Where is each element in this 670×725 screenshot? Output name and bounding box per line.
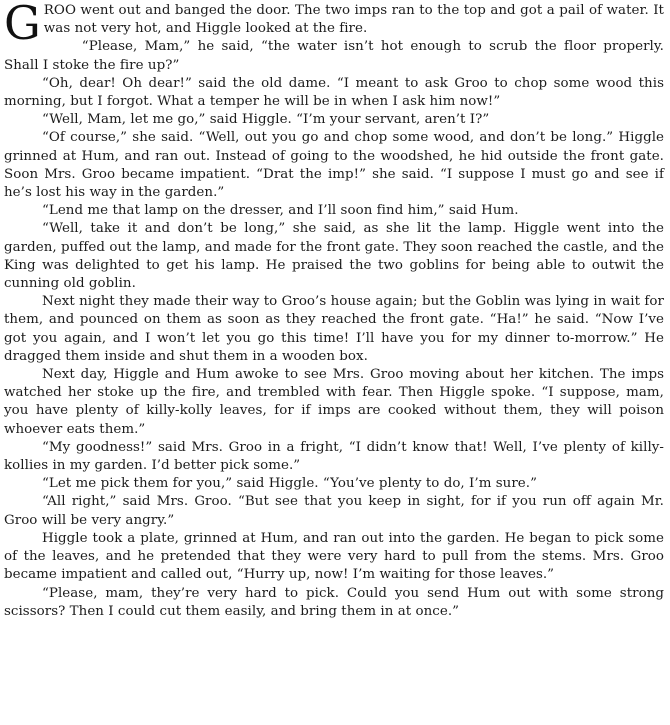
paragraph: “Please, mam, they’re very hard to pick. Could you send Hum out with some strong scissors? Then I could cut them easily, and bring them in at once.” (4, 585, 664, 619)
story-text-column (4, 2, 664, 621)
paragraph: Next day, Higgle and Hum awoke to see Mrs. Groo moving about her kitchen. The imps watched her stoke up the fire, and trembled with fear. Then Higgle spoke. “I suppose, mam, you have plenty of killy-kolly leaves, for if imps are cooked without them, they will poison whoever eats them.” (4, 367, 664, 437)
paragraph: “Oh, dear! Oh dear!” said the old dame. “I meant to ask Groo to chop some wood this morning, but I forgot. What a temper he will be in when I ask him now!” (4, 75, 664, 110)
paragraph-opening (4, 0, 664, 50)
paragraph: “All right,” said Mrs. Groo. “But see that you keep in sight, for if you run off again Mr. Groo will be very angry.” (4, 494, 664, 528)
paragraph: “Well, Mam, let me go,” said Higgle. “I’m your servant, aren’t I?” (42, 112, 490, 128)
paragraph: “Well, take it and don’t be long,” she said, as she lit the lamp. Higgle went into the garden, puffed out the lamp, and made for the front gate. They soon reached the castle, and the King was delighted to get his lamp. He praised the two goblins for being able to outwit the cunning old goblin. (4, 221, 664, 292)
paragraph-text: ROO went out and banged the door. The two imps ran to the top and got a pail of water. It was not very hot, and Higgle looked at the fire. (43, 3, 664, 37)
drop-cap-letter: G (4, 0, 41, 50)
paragraph: “Lend me that lamp on the dresser, and I’ll soon find him,” said Hum. (42, 203, 519, 219)
paragraph: Higgle took a plate, grinned at Hum, and ran out into the garden. He began to pick some of the leaves, and he pretended that they were very hard to pull from the stems. Mrs. Groo became impatient and called out, “Hurry up, now! I’m waiting for those leaves.” (4, 530, 664, 583)
paragraph: “Of course,” she said. “Well, out you go and chop some wood, and don’t be long.” Higgle grinned at Hum, and ran out. Instead of going to the woodshed, he hid outside the front gate. Soon Mrs. Groo became impatient. “Drat the imp!” she said. “I suppose I must go and see if he’s lost his way in the garden.” (4, 130, 664, 201)
paragraph: Next night they made their way to Groo’s house again; but the Goblin was lying in wait for them, and pounced on them as soon as they reached the front gate. “Ha!” he said. “Now I’ve got you again, and I won’t let you go this time! I’ll have you for my dinner to-morrow.” He dragged them inside and shut them in a wooden box. (4, 294, 664, 364)
paragraph: “Please, Mam,” he said, “the water isn’t hot enough to scrub the floor properly. Shall I stoke the fire up?” (4, 39, 664, 73)
paragraph: “Let me pick them for you,” said Higgle. “You’ve plenty to do, I’m sure.” (42, 476, 537, 492)
paragraph: “My goodness!” said Mrs. Groo in a fright, “I didn’t know that! Well, I’ve plenty of killy-kollies in my garden. I’d better pick some.” (4, 439, 664, 474)
